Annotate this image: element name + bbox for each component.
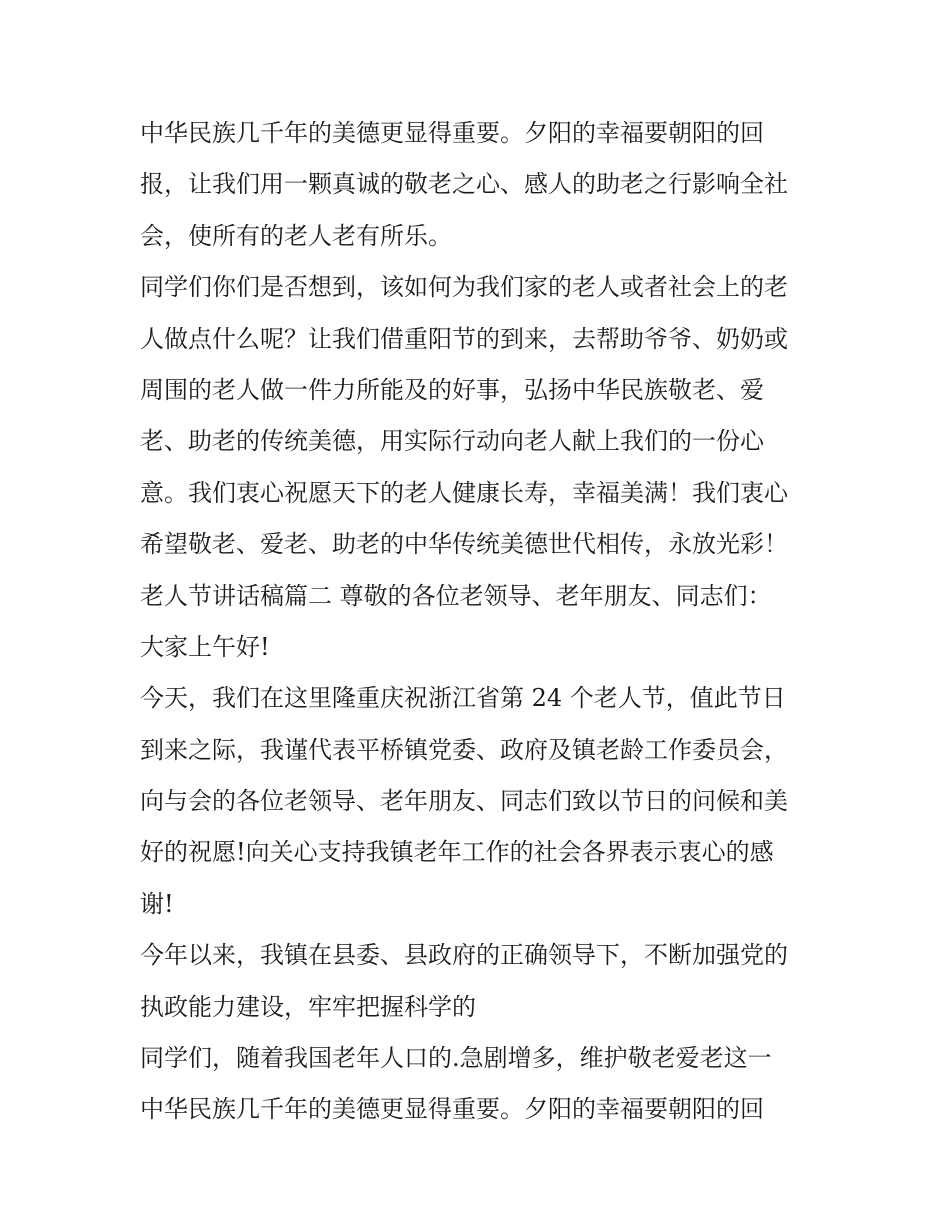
text-line: 中华民族几千年的美德更显得重要。夕阳的幸福要朝阳的回 bbox=[140, 119, 764, 147]
text-line: 今天，我们在这里隆重庆祝浙江省第 24 个老人节，值此节日 bbox=[140, 684, 786, 713]
text-line: 人做点什么呢？让我们借重阳节的到来，去帮助爷爷、奶奶或 bbox=[140, 324, 788, 353]
text-line: 老、助老的传统美德，用实际行动向老人献上我们的一份心 bbox=[140, 427, 764, 456]
text-line: 希望敬老、爱老、助老的中华传统美德世代相传，永放光彩！ bbox=[140, 530, 788, 559]
text-line: 周围的老人做一件力所能及的好事，弘扬中华民族敬老、爱 bbox=[140, 375, 764, 404]
text-line: 同学们，随着我国老年人口的.急剧增多，维护敬老爱老这一 bbox=[140, 1044, 772, 1073]
section-heading-line: 老人节讲话稿篇二 尊敬的各位老领导、老年朋友、同志们： bbox=[140, 581, 772, 610]
text-line: 意。我们衷心祝愿天下的老人健康长寿，幸福美满！我们衷心 bbox=[140, 478, 788, 507]
greeting-line: 大家上午好! bbox=[140, 632, 270, 661]
text-line: 到来之际，我谨代表平桥镇党委、政府及镇老龄工作委员会， bbox=[140, 735, 788, 764]
text-line: 报，让我们用一颗真诚的敬老之心、感人的助老之行影响全社 bbox=[140, 170, 788, 199]
text-line: 今年以来，我镇在县委、县政府的正确领导下，不断加强党的 bbox=[140, 941, 788, 970]
text-line: 会，使所有的老人老有所乐。 bbox=[140, 221, 452, 250]
text-line: 执政能力建设，牢牢把握科学的 bbox=[140, 992, 476, 1021]
text-line: 向与会的各位老领导、老年朋友、同志们致以节日的问候和美 bbox=[140, 787, 788, 816]
text-line: 好的祝愿!向关心支持我镇老年工作的社会各界表示衷心的感 bbox=[140, 838, 774, 867]
text-line: 谢! bbox=[140, 889, 174, 918]
document-body-text bbox=[140, 108, 820, 1136]
text-line: 中华民族几千年的美德更显得重要。夕阳的幸福要朝阳的回 bbox=[140, 1095, 764, 1124]
text-line: 同学们你们是否想到，该如何为我们家的老人或者社会上的老 bbox=[140, 273, 788, 302]
